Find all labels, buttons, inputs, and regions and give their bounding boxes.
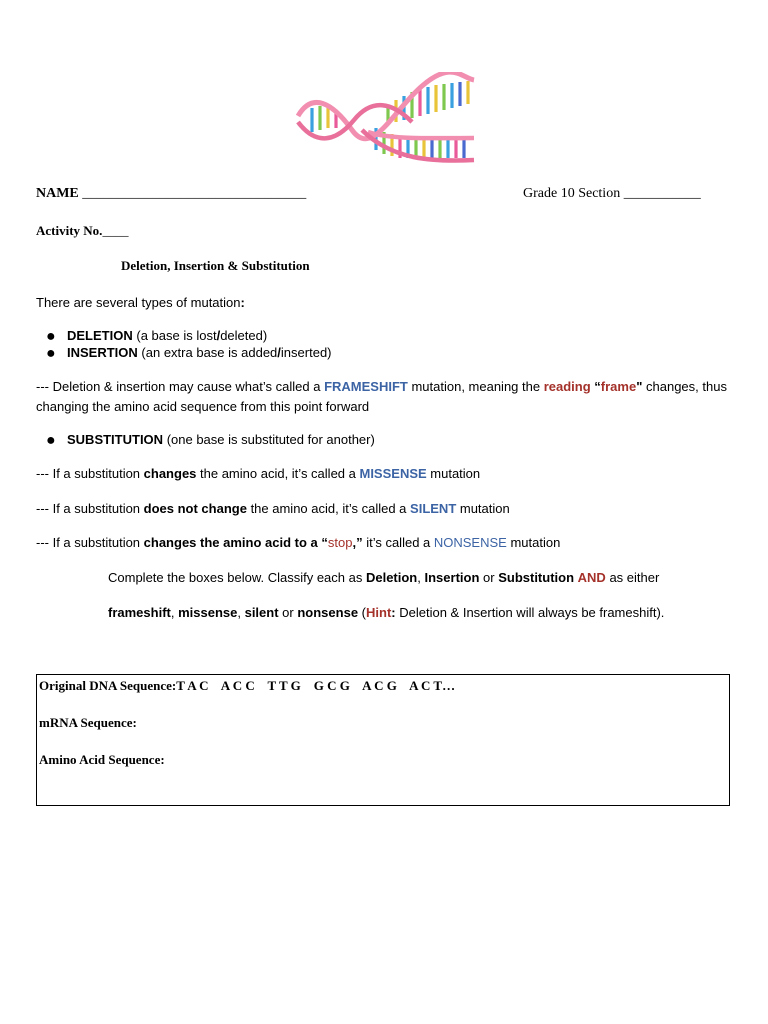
nonsense-line: --- If a substitution changes the amino acid to a “stop,” it’s called a NONSENSE mutation (36, 535, 561, 550)
dna-helix-illustration (292, 72, 476, 168)
dna-sequence-row (39, 678, 455, 694)
bullet-icon: ● (46, 328, 56, 345)
name-field[interactable] (36, 186, 306, 202)
bullet-insertion: INSERTION (an extra base is added/inserted) (67, 345, 332, 360)
silent-line: --- If a substitution does not change the amino acid, it’s called a SILENT mutation (36, 501, 510, 516)
name-blank-line[interactable]: ________________________________ (82, 186, 307, 201)
grade-label: Grade 10 Section (523, 186, 621, 201)
frameshift-line-1: --- Deletion & insertion may cause what’s called a FRAMESHIFT mutation, meaning the reading “frame" changes, thus (36, 379, 727, 394)
amino-acid-sequence-label: Amino Acid Sequence: (39, 752, 165, 767)
dna-sequence-label: Original DNA Sequence: (39, 678, 177, 693)
amino-acid-sequence-row[interactable] (39, 752, 165, 768)
frameshift-line-2: changing the amino acid sequence from this point forward (36, 399, 370, 414)
instructions-line-1: Complete the boxes below. Classify each as Deletion, Insertion or Substitution AND as either (108, 570, 660, 585)
section-blank-line[interactable]: ___________ (623, 186, 701, 201)
bullet-substitution: SUBSTITUTION (one base is substituted for another) (67, 432, 375, 447)
name-label: NAME (36, 186, 79, 201)
worksheet-title: Deletion, Insertion & Substitution (121, 258, 310, 273)
bullet-icon: ● (46, 345, 56, 362)
activity-blank-line[interactable]: ____ (102, 223, 129, 238)
bullet-deletion: DELETION (a base is lost/deleted) (67, 328, 268, 343)
bullet-icon: ● (46, 432, 56, 449)
activity-label: Activity No. (36, 223, 103, 238)
missense-line: --- If a substitution changes the amino acid, it’s called a MISSENSE mutation (36, 466, 481, 481)
instructions-line-2: frameshift, missense, silent or nonsense (Hint: Deletion & Insertion will always be frameshift). (108, 605, 665, 620)
activity-number-field[interactable] (36, 223, 128, 239)
dna-sequence-value: T A C A C C T T G G C G A C G A C T… (176, 678, 456, 693)
intro-text: There are several types of mutation: (36, 295, 245, 310)
mrna-sequence-label: mRNA Sequence: (39, 715, 137, 730)
mrna-sequence-row[interactable] (39, 715, 137, 731)
grade-section-field[interactable] (523, 186, 701, 202)
answer-box[interactable] (36, 674, 730, 806)
